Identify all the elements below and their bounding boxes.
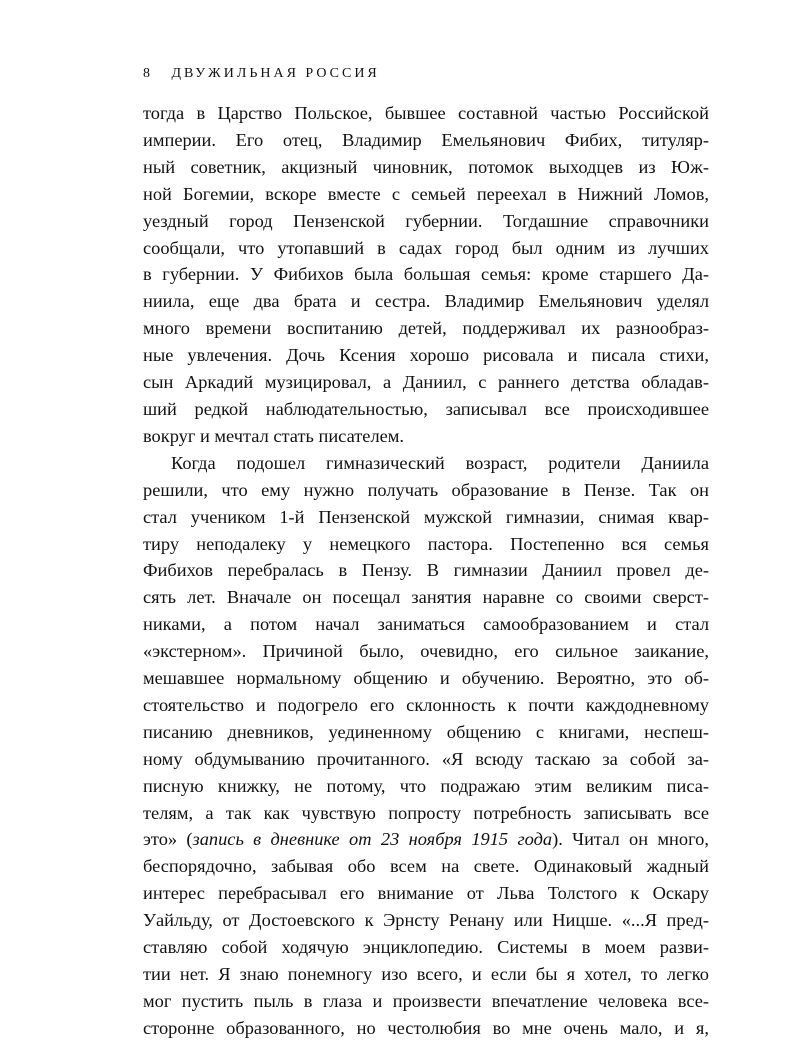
paragraph-1 bbox=[143, 100, 709, 450]
text-line: никами, а потом начал заниматься самообразованием и стал bbox=[143, 614, 709, 635]
text-line: ший редкой наблюдательностью, записывал все происходившее bbox=[143, 398, 709, 419]
text-line: «экстерном». Причиной было, очевидно, его сильное заикание, bbox=[143, 641, 709, 662]
text-line: тии нет. Я знаю понемногу изо всего, и если бы я хотел, то легко bbox=[143, 964, 709, 984]
text-line: ные увлечения. Дочь Ксения хорошо рисовала и писала стихи, bbox=[143, 345, 709, 366]
text-line: телям, а так как чувствую попросту потребность записывать все bbox=[143, 802, 709, 823]
text-line: ставляю собой ходячую энциклопедию. Системы в моем разви- bbox=[143, 937, 709, 958]
text-line: писанию дневников, уединенному общению с книгами, неспеш- bbox=[143, 721, 709, 742]
text-line: ному обдумыванию прочитанного. «Я всюду таскаю за собой за- bbox=[143, 748, 709, 769]
text-line: тогда в Царство Польское, бывшее составной частью Российской bbox=[143, 103, 709, 123]
citation-tail: ). Читал он много, bbox=[552, 829, 709, 850]
text-line: тиру неподалеку у немецкого пастора. Постепенно вся семья bbox=[143, 533, 709, 554]
text-line: империи. Его отец, Владимир Емельянович Фибих, титуляр- bbox=[143, 129, 709, 150]
text-line: ниила, еще два брата и сестра. Владимир Емельянович уделял bbox=[143, 291, 709, 312]
text-line: много времени воспитанию детей, поддерживал их разнообраз- bbox=[143, 318, 709, 339]
text-line: решили, что ему нужно получать образование в Пензе. Так он bbox=[143, 479, 709, 500]
text-line: стоятельство и подогрело его склонность к почти каждодневному bbox=[143, 694, 709, 715]
page-number: 8 bbox=[143, 66, 153, 81]
text-line: мог пустить пыль в глаза и произвести впечатление человека все- bbox=[143, 990, 709, 1011]
body-text bbox=[143, 100, 709, 1042]
citation-lead: это» ( bbox=[143, 829, 193, 850]
text-line: сторонне образованного, но честолюбия во мне очень мало, и я, bbox=[143, 1017, 709, 1038]
text-line: сять лет. Вначале он посещал занятия наравне со своими сверст- bbox=[143, 587, 709, 608]
diary-citation: запись в дневнике от 23 ноября 1915 года bbox=[192, 829, 553, 850]
text-line: Когда подошел гимназический возраст, родители Даниила bbox=[171, 452, 709, 473]
text-line: Уайльду, от Достоевского к Эрнсту Ренану или Ницше. «...Я пред- bbox=[143, 910, 709, 931]
text-line: интерес перебрасывал его внимание от Льва Толстого к Оскару bbox=[143, 883, 709, 904]
text-line: сын Аркадий музицировал, а Даниил, с раннего детства обладав- bbox=[143, 372, 709, 393]
text-line: писную книжку, не потому, что подражаю этим великим писа- bbox=[143, 775, 709, 796]
running-title: ДВУЖИЛЬНАЯ РОССИЯ bbox=[171, 66, 380, 81]
book-page bbox=[143, 62, 709, 1042]
text-line: мешавшее нормальному общению и обучению. Вероятно, это об- bbox=[143, 668, 709, 689]
running-header bbox=[143, 62, 709, 86]
text-line: Фибихов перебралась в Пензу. В гимназии Даниил провел де- bbox=[143, 560, 709, 581]
text-line: стал учеником 1-й Пензенской мужской гимназии, снимая квар- bbox=[143, 506, 709, 527]
text-line: в губернии. У Фибихов была большая семья: кроме старшего Да- bbox=[143, 264, 709, 285]
text-line: вокруг и мечтал стать писателем. bbox=[143, 425, 405, 446]
text-line: уездный город Пензенской губернии. Тогдашние справочники bbox=[143, 210, 709, 231]
text-line-with-citation bbox=[143, 826, 709, 853]
text-line: сообщали, что утопавший в садах город был одним из лучших bbox=[143, 237, 709, 258]
text-line: ный советник, акцизный чиновник, потомок выходцев из Юж- bbox=[143, 156, 709, 177]
text-line: ной Богемии, вскоре вместе с семьей переехал в Нижний Ломов, bbox=[143, 183, 709, 204]
text-line: беспорядочно, забывая обо всем на свете. Одинаковый жадный bbox=[143, 856, 709, 877]
paragraph-2 bbox=[143, 450, 709, 1042]
